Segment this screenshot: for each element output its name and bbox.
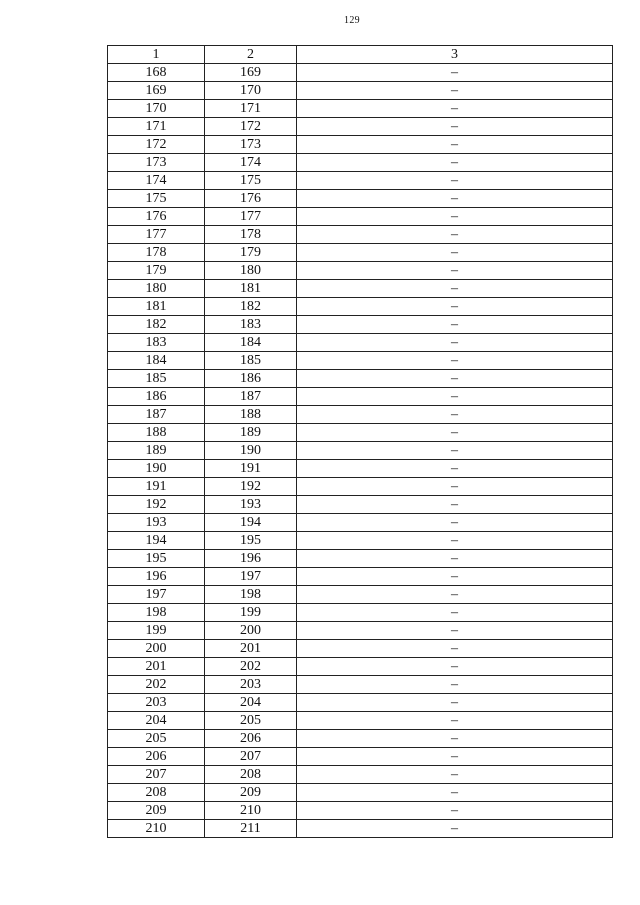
table-cell: 205 bbox=[205, 712, 297, 730]
table-cell: – bbox=[297, 388, 613, 406]
table-cell: 198 bbox=[108, 604, 205, 622]
table-cell: 187 bbox=[205, 388, 297, 406]
table-cell: 206 bbox=[108, 748, 205, 766]
table-cell: 196 bbox=[108, 568, 205, 586]
table-row bbox=[108, 532, 613, 550]
table-cell: 179 bbox=[108, 262, 205, 280]
table-row bbox=[108, 658, 613, 676]
table-cell: 207 bbox=[205, 748, 297, 766]
table-row bbox=[108, 136, 613, 154]
table-cell: 186 bbox=[205, 370, 297, 388]
table-row bbox=[108, 748, 613, 766]
table-row bbox=[108, 820, 613, 838]
table-cell: 210 bbox=[108, 820, 205, 838]
table-row bbox=[108, 370, 613, 388]
table-cell: – bbox=[297, 118, 613, 136]
table-cell: 175 bbox=[205, 172, 297, 190]
table-row bbox=[108, 334, 613, 352]
table-cell: 186 bbox=[108, 388, 205, 406]
table-cell: 204 bbox=[108, 712, 205, 730]
table-cell: – bbox=[297, 820, 613, 838]
table-cell: – bbox=[297, 730, 613, 748]
table-cell: 181 bbox=[108, 298, 205, 316]
table-row bbox=[108, 424, 613, 442]
table-cell: – bbox=[297, 532, 613, 550]
column-header: 2 bbox=[205, 46, 297, 64]
data-table bbox=[107, 45, 613, 838]
table-cell: 204 bbox=[205, 694, 297, 712]
table-cell: 191 bbox=[205, 460, 297, 478]
table-row bbox=[108, 208, 613, 226]
table-cell: – bbox=[297, 478, 613, 496]
table-cell: 199 bbox=[205, 604, 297, 622]
table-cell: 180 bbox=[205, 262, 297, 280]
table-cell: – bbox=[297, 460, 613, 478]
table-cell: – bbox=[297, 190, 613, 208]
table-cell: 200 bbox=[205, 622, 297, 640]
table-cell: 177 bbox=[205, 208, 297, 226]
table-cell: 207 bbox=[108, 766, 205, 784]
table-row bbox=[108, 100, 613, 118]
table-cell: – bbox=[297, 136, 613, 154]
table-cell: 181 bbox=[205, 280, 297, 298]
table-cell: 194 bbox=[108, 532, 205, 550]
table-cell: – bbox=[297, 262, 613, 280]
table-cell: – bbox=[297, 622, 613, 640]
table-cell: 208 bbox=[108, 784, 205, 802]
table-cell: 173 bbox=[108, 154, 205, 172]
table-cell: 189 bbox=[205, 424, 297, 442]
table-row bbox=[108, 694, 613, 712]
table-cell: 195 bbox=[205, 532, 297, 550]
table-cell: 170 bbox=[108, 100, 205, 118]
table-row bbox=[108, 352, 613, 370]
table-cell: 185 bbox=[108, 370, 205, 388]
table-cell: – bbox=[297, 406, 613, 424]
page-number: 129 bbox=[344, 15, 360, 26]
table-cell: – bbox=[297, 694, 613, 712]
table-header-row bbox=[108, 46, 613, 64]
table-cell: 193 bbox=[108, 514, 205, 532]
table-cell: – bbox=[297, 100, 613, 118]
table-cell: 175 bbox=[108, 190, 205, 208]
table-row bbox=[108, 244, 613, 262]
table-cell: – bbox=[297, 208, 613, 226]
table-cell: 178 bbox=[205, 226, 297, 244]
table-cell: 188 bbox=[108, 424, 205, 442]
table-cell: 172 bbox=[108, 136, 205, 154]
table-cell: 196 bbox=[205, 550, 297, 568]
table-cell: – bbox=[297, 64, 613, 82]
table-cell: – bbox=[297, 370, 613, 388]
table-cell: 171 bbox=[108, 118, 205, 136]
table-cell: 190 bbox=[108, 460, 205, 478]
table-cell: – bbox=[297, 748, 613, 766]
column-header: 1 bbox=[108, 46, 205, 64]
table-cell: 192 bbox=[205, 478, 297, 496]
table-cell: 171 bbox=[205, 100, 297, 118]
table-cell: 208 bbox=[205, 766, 297, 784]
table-cell: 192 bbox=[108, 496, 205, 514]
table-cell: 182 bbox=[205, 298, 297, 316]
table-cell: 177 bbox=[108, 226, 205, 244]
table-row bbox=[108, 406, 613, 424]
table-row bbox=[108, 190, 613, 208]
table-cell: 201 bbox=[108, 658, 205, 676]
table-row bbox=[108, 784, 613, 802]
table-row bbox=[108, 226, 613, 244]
table-row bbox=[108, 280, 613, 298]
table-cell: – bbox=[297, 496, 613, 514]
table-cell: 211 bbox=[205, 820, 297, 838]
table-cell: – bbox=[297, 82, 613, 100]
table-cell: 193 bbox=[205, 496, 297, 514]
table-cell: 183 bbox=[108, 334, 205, 352]
table-cell: – bbox=[297, 568, 613, 586]
table-cell: – bbox=[297, 226, 613, 244]
table-cell: 203 bbox=[205, 676, 297, 694]
table-cell: 210 bbox=[205, 802, 297, 820]
table-cell: – bbox=[297, 658, 613, 676]
table-cell: 169 bbox=[108, 82, 205, 100]
table-cell: 188 bbox=[205, 406, 297, 424]
table-row bbox=[108, 118, 613, 136]
table-row bbox=[108, 298, 613, 316]
table-cell: 205 bbox=[108, 730, 205, 748]
table-cell: 194 bbox=[205, 514, 297, 532]
table-row bbox=[108, 802, 613, 820]
table-cell: 176 bbox=[108, 208, 205, 226]
table-row bbox=[108, 622, 613, 640]
table-cell: – bbox=[297, 802, 613, 820]
table-cell: – bbox=[297, 712, 613, 730]
table-cell: 191 bbox=[108, 478, 205, 496]
table-row bbox=[108, 262, 613, 280]
table-row bbox=[108, 640, 613, 658]
table-cell: 202 bbox=[108, 676, 205, 694]
table-row bbox=[108, 496, 613, 514]
table-cell: – bbox=[297, 244, 613, 262]
table-row bbox=[108, 676, 613, 694]
table-cell: 173 bbox=[205, 136, 297, 154]
table-cell: 209 bbox=[108, 802, 205, 820]
table-row bbox=[108, 766, 613, 784]
table-cell: – bbox=[297, 334, 613, 352]
table-cell: – bbox=[297, 424, 613, 442]
table-cell: 184 bbox=[205, 334, 297, 352]
table-row bbox=[108, 172, 613, 190]
table-cell: 199 bbox=[108, 622, 205, 640]
table-row bbox=[108, 154, 613, 172]
table-cell: 174 bbox=[205, 154, 297, 172]
table-cell: 178 bbox=[108, 244, 205, 262]
table-row bbox=[108, 730, 613, 748]
table-cell: 169 bbox=[205, 64, 297, 82]
table-cell: – bbox=[297, 442, 613, 460]
table-cell: 202 bbox=[205, 658, 297, 676]
table-cell: – bbox=[297, 640, 613, 658]
table-cell: 182 bbox=[108, 316, 205, 334]
table-cell: – bbox=[297, 172, 613, 190]
table-cell: 197 bbox=[108, 586, 205, 604]
table-cell: 187 bbox=[108, 406, 205, 424]
table-cell: 190 bbox=[205, 442, 297, 460]
table-cell: – bbox=[297, 586, 613, 604]
table-row bbox=[108, 316, 613, 334]
table-cell: 203 bbox=[108, 694, 205, 712]
table-cell: 195 bbox=[108, 550, 205, 568]
table-row bbox=[108, 712, 613, 730]
table-cell: 183 bbox=[205, 316, 297, 334]
table-cell: 200 bbox=[108, 640, 205, 658]
table-cell: 168 bbox=[108, 64, 205, 82]
table-row bbox=[108, 442, 613, 460]
table-cell: 179 bbox=[205, 244, 297, 262]
table-row bbox=[108, 568, 613, 586]
table-cell: 189 bbox=[108, 442, 205, 460]
table-row bbox=[108, 82, 613, 100]
column-header: 3 bbox=[297, 46, 613, 64]
table-cell: 197 bbox=[205, 568, 297, 586]
table-cell: – bbox=[297, 604, 613, 622]
table-cell: 180 bbox=[108, 280, 205, 298]
table-row bbox=[108, 586, 613, 604]
table-row bbox=[108, 478, 613, 496]
table-cell: – bbox=[297, 766, 613, 784]
table-cell: – bbox=[297, 154, 613, 172]
table-cell: 170 bbox=[205, 82, 297, 100]
table-cell: – bbox=[297, 784, 613, 802]
table-cell: 174 bbox=[108, 172, 205, 190]
table-cell: – bbox=[297, 280, 613, 298]
table-cell: 184 bbox=[108, 352, 205, 370]
table-cell: – bbox=[297, 550, 613, 568]
table-row bbox=[108, 514, 613, 532]
table-cell: 198 bbox=[205, 586, 297, 604]
table-body bbox=[108, 46, 613, 838]
table-cell: 185 bbox=[205, 352, 297, 370]
table-cell: 176 bbox=[205, 190, 297, 208]
table-row bbox=[108, 64, 613, 82]
table-cell: – bbox=[297, 298, 613, 316]
table-cell: – bbox=[297, 316, 613, 334]
table-cell: – bbox=[297, 514, 613, 532]
table-cell: 209 bbox=[205, 784, 297, 802]
table-row bbox=[108, 550, 613, 568]
table-cell: – bbox=[297, 352, 613, 370]
table-row bbox=[108, 604, 613, 622]
table-cell: 206 bbox=[205, 730, 297, 748]
table-row bbox=[108, 388, 613, 406]
table-row bbox=[108, 460, 613, 478]
table-cell: 201 bbox=[205, 640, 297, 658]
table-cell: 172 bbox=[205, 118, 297, 136]
table-cell: – bbox=[297, 676, 613, 694]
